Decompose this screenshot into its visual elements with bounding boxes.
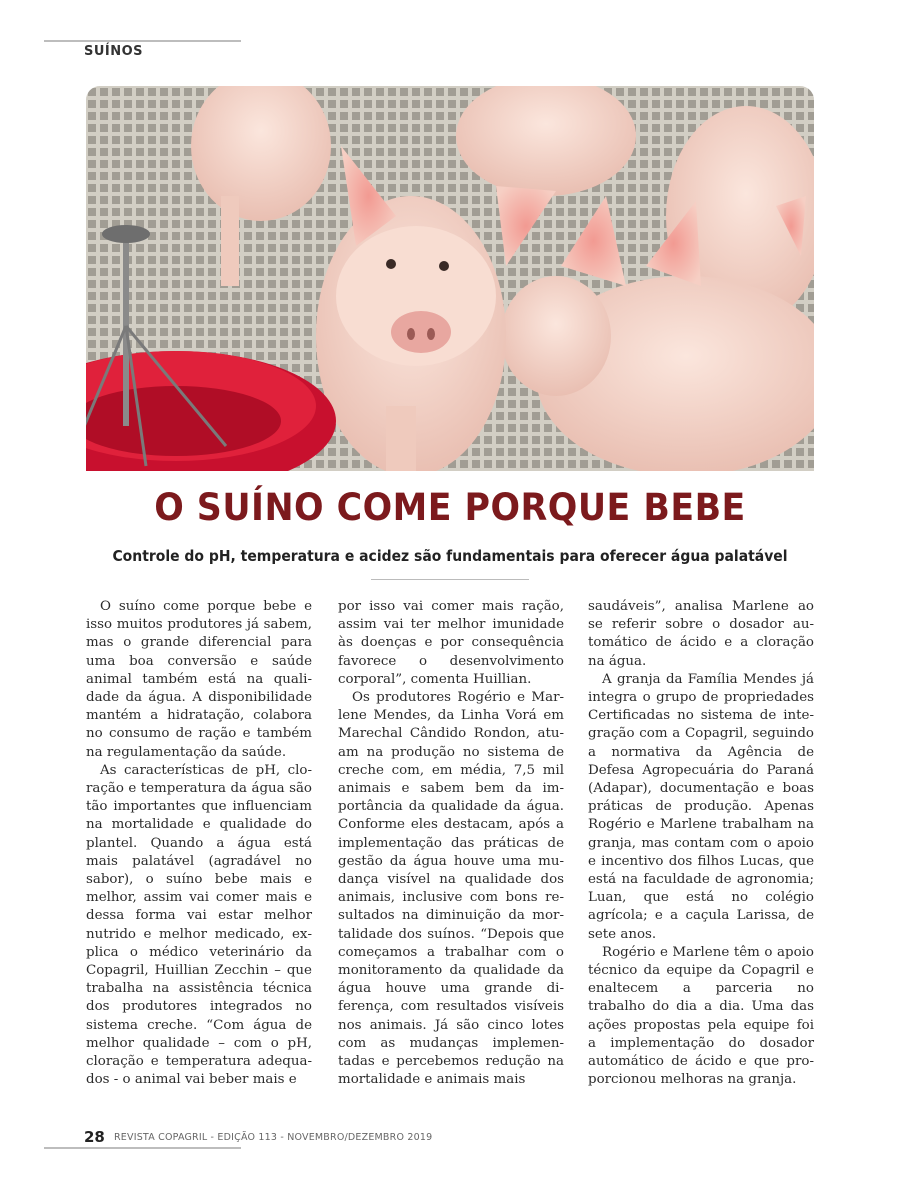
section-label: SUÍNOS	[84, 44, 144, 59]
top-rule	[44, 40, 241, 42]
piglets-photo	[86, 86, 814, 471]
article-headline: O SUÍNO COME PORQUE BEBE	[154, 486, 746, 529]
paragraph: Rogério e Marlene têm o apoio técnico da equipe da Copagril e enaltecem a parceria no trabalho do dia a dia. Uma das ações propostas pela equipe foi a implementação do dosador automático de ácido e que proporcionou melhoras na granja.	[588, 944, 814, 1088]
paragraph: As características de pH, cloração e temperatura da água são tão importantes que influenciam na mortalidade e qualidade do plantel. Quando a água está mais palatável (agradável no sabor), o suíno bebe mais e melhor, assim vai comer mais e dessa forma vai estar melhor nutrido e melhor medicado, explica o médico veterinário da Copagril, Huillian Zecchin – que trabalha na assistência técnica dos produtores integrados no sistema creche. “Com água de melhor qualidade – com o pH, cloração e temperatura adequados - o animal vai beber mais e	[86, 762, 312, 1088]
paragraph: Os produtores Rogério e Marlene Mendes, da Linha Vorá em Marechal Cândido Rondon, atuam na produção no sistema de creche com, em média, 7,5 mil animais e sabem bem da importância da qualidade da água. Conforme eles destacam, após a implementação das práticas de gestão da água houve uma mudança visível na qualidade dos animais, inclusive com bons resultados na diminuição da mortalidade dos suínos. “Depois que começamos a trabalhar com o monitoramento da qualidade da água houve uma grande diferença, com resultados visíveis nos animais. Já são cinco lotes com as mudanças implementadas e percebemos redução na mortalidade e animais mais	[338, 690, 564, 1088]
page-number: 28	[84, 1128, 105, 1146]
bottom-rule	[44, 1147, 241, 1149]
paragraph: A granja da Família Mendes já integra o grupo de propriedades Certificadas no sistema de integração com a Copagril, seguindo a normativa da Agência de Defesa Agropecuária do Paraná (Adapar), documentação e boas práticas de produção. Apenas Rogério e Marlene trabalham na granja, mas contam com o apoio e incentivo dos filhos Lucas, que está na faculdade de agronomia; Luan, que está no colégio agrícola; e a caçula Larissa, de sete anos.	[588, 671, 814, 942]
paragraph: saudáveis”, analisa Marlene ao se referir sobre o dosador automático de ácido e a cloração na água.	[588, 599, 814, 669]
article-column-3	[588, 598, 814, 1089]
article-subtitle: Controle do pH, temperatura e acidez são fundamentais para oferecer água palatável	[112, 547, 788, 565]
paragraph: por isso vai comer mais ração, assim vai ter melhor imunidade às doenças e por consequência favorece o desenvolvimento corporal”, comenta Huillian.	[338, 599, 564, 687]
article-column-2	[338, 598, 564, 1089]
subtitle-divider	[371, 579, 529, 580]
article-column-1	[86, 598, 312, 1089]
publication-footer: REVISTA COPAGRIL - EDIÇÃO 113 - NOVEMBRO/DEZEMBRO 2019	[114, 1132, 433, 1143]
paragraph: O suíno come porque bebe e isso muitos produtores já sabem, mas o grande diferencial para uma boa conversão e saúde animal também está na qualidade da água. A disponibilidade mantém a hidratação, colabora no consumo de ração e também na regulamentação da saúde.	[86, 599, 312, 760]
piglets-illustration	[86, 86, 814, 471]
